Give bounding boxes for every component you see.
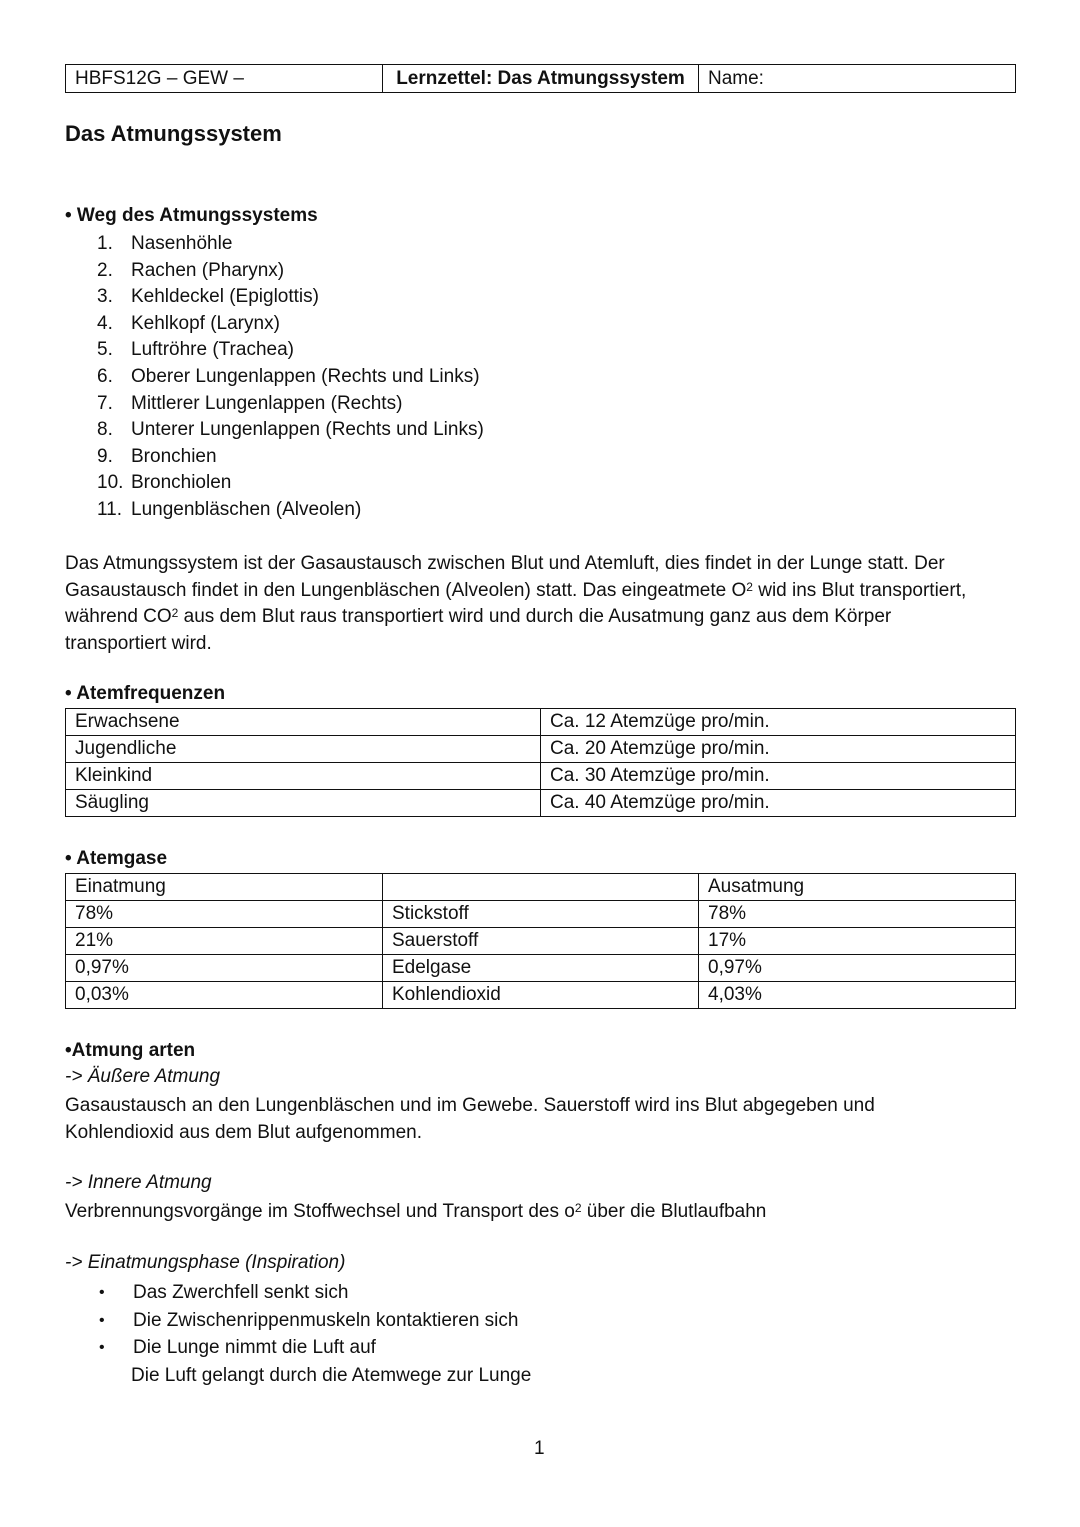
list-text: Das Zwerchfell senkt sich bbox=[133, 1282, 349, 1303]
header-table bbox=[65, 64, 1016, 93]
list-item bbox=[97, 1307, 518, 1335]
list-text: Lungenbläschen (Alveolen) bbox=[131, 498, 362, 520]
list-item bbox=[97, 337, 484, 364]
subheading-einatmungsphase: -> Einatmungsphase (Inspiration) bbox=[65, 1252, 346, 1273]
list-item bbox=[97, 311, 484, 338]
table-cell-rate: Ca. 12 Atemzüge pro/min. bbox=[541, 709, 1016, 736]
list-item bbox=[97, 284, 484, 311]
list-number: 1. bbox=[97, 233, 113, 254]
table-cell-einatmung: 0,03% bbox=[66, 982, 383, 1009]
list-item bbox=[97, 417, 484, 444]
table-cell-rate: Ca. 30 Atemzüge pro/min. bbox=[541, 763, 1016, 790]
table-cell-group: Jugendliche bbox=[66, 736, 541, 763]
table-row bbox=[66, 982, 1016, 1009]
bullet-icon: • bbox=[99, 1339, 105, 1356]
superscript: 2 bbox=[746, 579, 753, 594]
list-number: 2. bbox=[97, 259, 113, 281]
header-name-cell: Name: bbox=[699, 65, 1016, 93]
list-number: 5. bbox=[97, 339, 113, 361]
list-number: 7. bbox=[97, 392, 113, 414]
table-cell-group: Säugling bbox=[66, 790, 541, 817]
superscript: 2 bbox=[574, 1201, 582, 1215]
table-row bbox=[66, 928, 1016, 955]
list-text: Rachen (Pharynx) bbox=[131, 259, 285, 281]
section-heading-atmung-arten: •Atmung arten bbox=[65, 1040, 196, 1061]
list-number: 11. bbox=[97, 498, 123, 520]
table-cell-ausatmung: 4,03% bbox=[699, 982, 1016, 1009]
list-continuation: Die Luft gelangt durch die Atemwege zur Lunge bbox=[131, 1365, 532, 1386]
list-text: Nasenhöhle bbox=[131, 233, 233, 254]
list-item bbox=[97, 258, 484, 285]
table-cell-group: Erwachsene bbox=[66, 709, 541, 736]
table-cell-einatmung: 78% bbox=[66, 901, 383, 928]
intro-paragraph bbox=[65, 551, 1025, 657]
intro-text: aus dem Blut raus transportiert wird und durch die Ausatmung ganz aus dem Körper bbox=[178, 606, 892, 627]
list-text: Bronchiolen bbox=[131, 472, 232, 494]
column-header-ausatmung: Ausatmung bbox=[699, 874, 1016, 901]
table-cell-ausatmung: 17% bbox=[699, 928, 1016, 955]
intro-line bbox=[65, 578, 1025, 605]
table-cell-ausatmung: 0,97% bbox=[699, 955, 1016, 982]
text: über die Blutlaufbahn bbox=[581, 1201, 767, 1222]
table-cell-rate: Ca. 20 Atemzüge pro/min. bbox=[541, 736, 1016, 763]
intro-text: wid ins Blut transportiert, bbox=[752, 579, 967, 601]
list-text: Mittlerer Lungenlappen (Rechts) bbox=[131, 392, 403, 414]
section-heading-weg: • Weg des Atmungssystems bbox=[65, 205, 318, 226]
section-heading-atemfrequenzen: • Atemfrequenzen bbox=[65, 683, 226, 704]
column-header-gas bbox=[383, 874, 699, 901]
einatmungsphase-list bbox=[97, 1279, 518, 1362]
table-row bbox=[66, 955, 1016, 982]
atemgase-table bbox=[65, 873, 1016, 1009]
table-row bbox=[66, 763, 1016, 790]
table-row bbox=[66, 790, 1016, 817]
list-item bbox=[97, 391, 484, 418]
list-number: 3. bbox=[97, 286, 113, 308]
table-cell-rate: Ca. 40 Atemzüge pro/min. bbox=[541, 790, 1016, 817]
header-course-cell: HBFS12G – GEW – bbox=[66, 65, 383, 93]
page-number: 1 bbox=[534, 1438, 545, 1459]
list-item bbox=[97, 470, 484, 497]
table-cell-einatmung: 0,97% bbox=[66, 955, 383, 982]
bullet-icon: • bbox=[99, 1284, 105, 1301]
list-item bbox=[97, 444, 484, 471]
list-item bbox=[97, 497, 484, 524]
table-cell-group: Kleinkind bbox=[66, 763, 541, 790]
table-cell-ausatmung: 78% bbox=[699, 901, 1016, 928]
table-row bbox=[66, 736, 1016, 763]
list-number: 9. bbox=[97, 445, 113, 467]
list-text: Luftröhre (Trachea) bbox=[131, 339, 294, 361]
column-header-einatmung: Einatmung bbox=[66, 874, 383, 901]
innere-atmung-text bbox=[65, 1199, 1025, 1226]
subheading-innere-atmung: -> Innere Atmung bbox=[65, 1172, 212, 1193]
table-row bbox=[66, 901, 1016, 928]
table-cell-gas: Kohlendioxid bbox=[383, 982, 699, 1009]
list-number: 4. bbox=[97, 312, 113, 334]
list-text: Die Lunge nimmt die Luft auf bbox=[133, 1337, 376, 1358]
header-title-cell: Lernzettel: Das Atmungssystem bbox=[383, 65, 699, 93]
section-heading-atemgase: • Atemgase bbox=[65, 848, 168, 869]
table-row bbox=[66, 709, 1016, 736]
list-item bbox=[97, 1279, 518, 1307]
intro-line bbox=[65, 604, 1025, 631]
table-header-row bbox=[66, 874, 1016, 901]
list-number: 8. bbox=[97, 419, 113, 441]
intro-line: Das Atmungssystem ist der Gasaustausch zwischen Blut und Atemluft, dies findet in der Lunge statt. Der bbox=[65, 553, 945, 574]
aussere-atmung-text bbox=[65, 1093, 1025, 1146]
table-cell-gas: Sauerstoff bbox=[383, 928, 699, 955]
list-text: Kehlkopf (Larynx) bbox=[131, 312, 280, 334]
superscript: 2 bbox=[171, 606, 179, 620]
intro-line: transportiert wird. bbox=[65, 632, 212, 654]
list-number: 10. bbox=[97, 472, 124, 494]
atemfrequenzen-table bbox=[65, 708, 1016, 817]
intro-text: während CO bbox=[65, 606, 172, 627]
list-text: Unterer Lungenlappen (Rechts und Links) bbox=[131, 419, 484, 441]
list-text: Bronchien bbox=[131, 445, 217, 467]
table-cell-gas: Stickstoff bbox=[383, 901, 699, 928]
subheading-aussere-atmung: -> Äußere Atmung bbox=[65, 1066, 221, 1087]
list-number: 6. bbox=[97, 365, 113, 387]
weg-list bbox=[97, 231, 484, 524]
list-item bbox=[97, 231, 484, 258]
table-cell-einatmung: 21% bbox=[66, 928, 383, 955]
text-line: Kohlendioxid aus dem Blut aufgenommen. bbox=[65, 1121, 423, 1143]
page-title: Das Atmungssystem bbox=[65, 121, 282, 146]
list-item bbox=[97, 1334, 518, 1362]
table-cell-gas: Edelgase bbox=[383, 955, 699, 982]
header-row bbox=[66, 65, 1016, 93]
list-text: Die Zwischenrippenmuskeln kontaktieren sich bbox=[133, 1309, 519, 1331]
intro-text: Gasaustausch findet in den Lungenbläschen (Alveolen) statt. Das eingeatmete O bbox=[65, 579, 747, 601]
list-item bbox=[97, 364, 484, 391]
text: Verbrennungsvorgänge im Stoffwechsel und Transport des o bbox=[65, 1201, 575, 1222]
bullet-icon: • bbox=[99, 1311, 105, 1329]
list-text: Kehldeckel (Epiglottis) bbox=[131, 286, 319, 308]
text-line: Gasaustausch an den Lungenbläschen und im Gewebe. Sauerstoff wird ins Blut abgegeben und bbox=[65, 1095, 875, 1116]
list-text: Oberer Lungenlappen (Rechts und Links) bbox=[131, 365, 480, 387]
